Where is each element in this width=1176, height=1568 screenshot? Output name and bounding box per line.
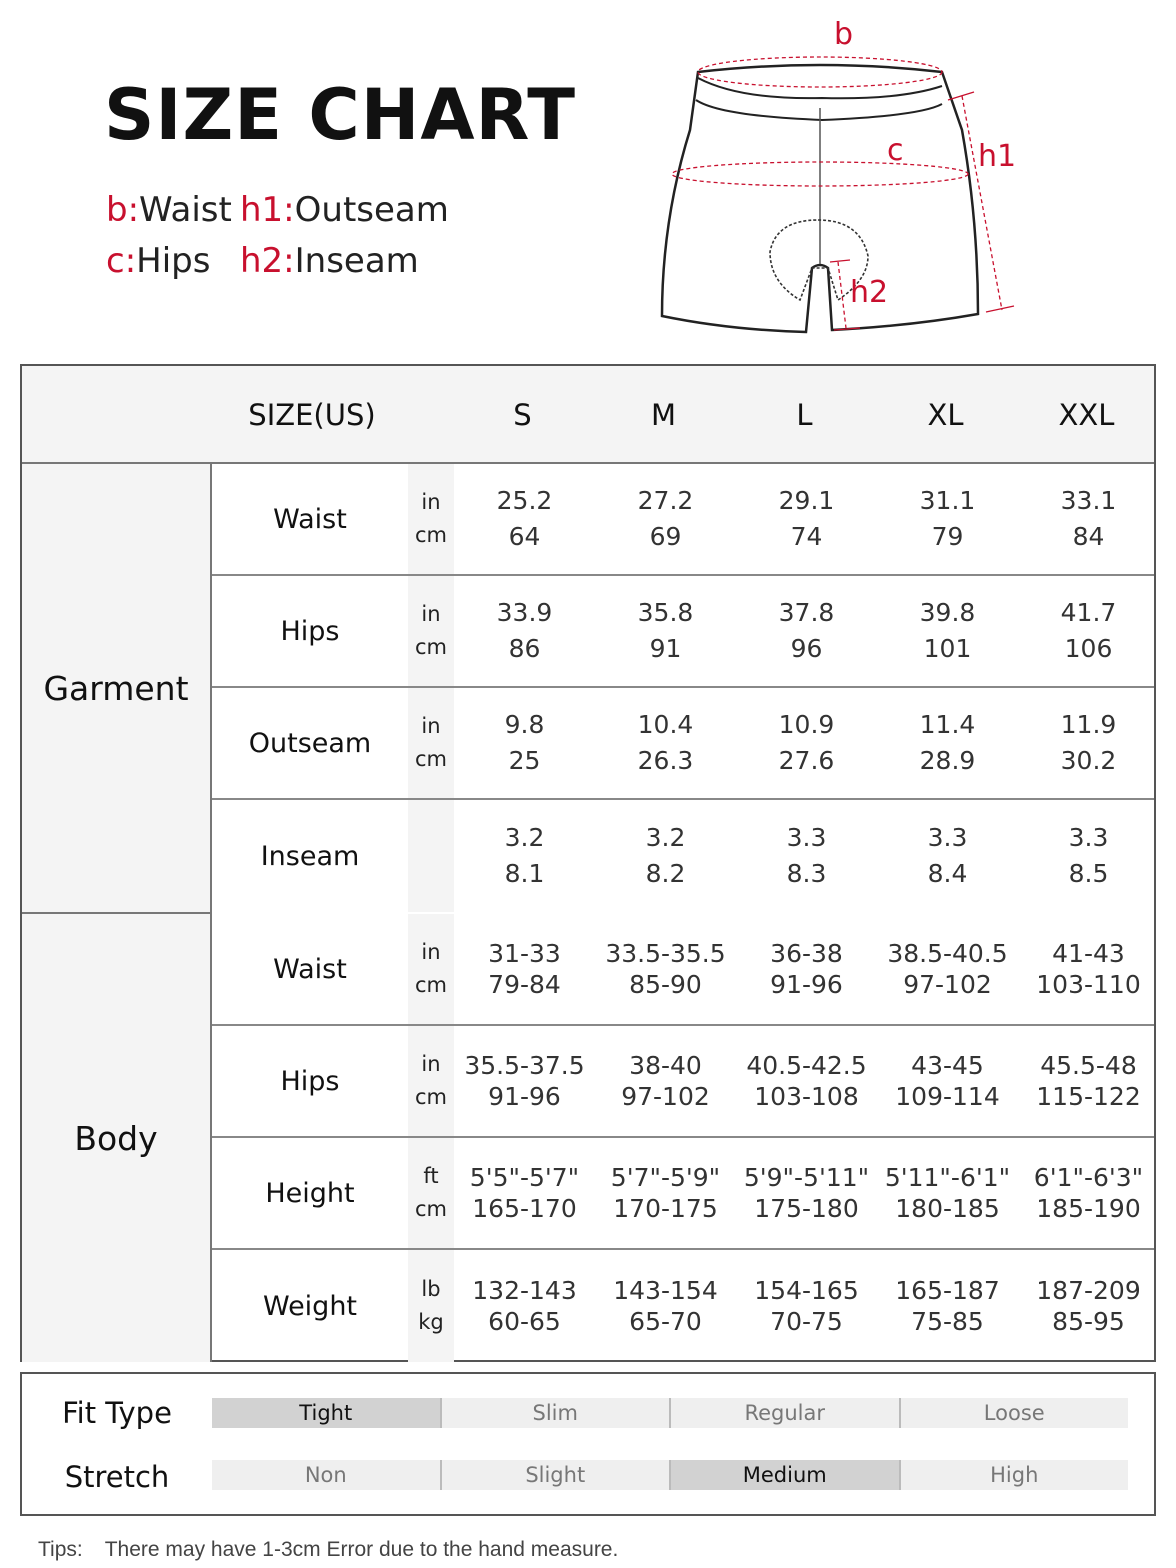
cell-value: 115-122 [1036,1082,1141,1111]
cell-value: 70-75 [770,1307,843,1336]
stretch-label: Stretch [64,1460,170,1494]
cell-value: 9.8 [504,710,545,739]
table-cell [1018,914,1159,1024]
table-cell [595,1250,736,1362]
table-cell [454,688,595,798]
cell-value: 74 [790,522,823,551]
cell-value: 38-40 [629,1051,702,1080]
cell-value: 132-143 [472,1276,577,1305]
row-label: Waist [273,503,347,535]
size-col-m: M [650,398,677,432]
cell-value: 64 [508,522,541,551]
unit-label: cm [414,973,447,997]
fit-type-scale [212,1398,1128,1428]
cell-value: 8.5 [1068,859,1109,888]
size-col-xl: XL [927,398,964,432]
cell-value: 84 [1072,522,1105,551]
table-cell [736,464,877,574]
cell-value: 31.1 [919,486,976,515]
table-cell [877,1250,1018,1362]
unit-label: kg [418,1310,444,1334]
table-row [212,800,1154,912]
group-garment: Garment [22,464,212,914]
cell-value: 91 [649,634,682,663]
cell-value: 5'5"-5'7" [469,1163,580,1192]
row-label: Weight [262,1290,358,1322]
cell-value: 25 [508,746,541,775]
unit-label: cm [414,523,447,547]
cell-value: 39.8 [919,598,976,627]
table-header [22,366,1154,464]
table-row [212,688,1154,800]
tips-label: Tips: [38,1538,83,1561]
cell-value: 154-165 [754,1276,859,1305]
legend-label: Outseam [294,190,449,230]
stretch-option: High [901,1460,1129,1490]
table-cell [595,1138,736,1248]
unit-column [408,800,454,912]
cell-value: 60-65 [488,1307,561,1336]
cell-value: 185-190 [1036,1194,1141,1223]
row-label: Inseam [260,840,360,872]
label-b: b [834,17,854,52]
cell-value: 86 [508,634,541,663]
legend-waist [106,190,232,230]
legend-inseam [240,241,419,281]
table-row [212,576,1154,688]
row-label: Hips [280,615,340,647]
table-cell [736,1138,877,1248]
table-cell [736,576,877,686]
table-cell [1018,464,1159,574]
cell-value: 28.9 [919,746,976,775]
table-cell [454,1250,595,1362]
cell-value: 3.3 [786,823,827,852]
legend-key: c: [106,241,137,281]
cell-value: 5'7"-5'9" [610,1163,721,1192]
size-table [20,364,1156,1362]
legend-label: Inseam [294,241,419,281]
fit-type-label: Fit Type [62,1396,172,1430]
table-row [212,464,1154,576]
table-cell [595,914,736,1024]
size-col-l: L [796,398,813,432]
cell-value: 91-96 [488,1082,561,1111]
cell-value: 109-114 [895,1082,1000,1111]
cell-value: 85-90 [629,970,702,999]
cell-value: 35.5-37.5 [464,1051,585,1080]
cell-value: 37.8 [778,598,835,627]
tips-note [38,1538,618,1562]
table-cell [595,800,736,912]
table-cell [595,576,736,686]
cell-value: 97-102 [621,1082,710,1111]
row-label: Hips [280,1065,340,1097]
table-row [212,1250,1154,1362]
cell-value: 11.9 [1060,710,1117,739]
table-cell [877,914,1018,1024]
cell-value: 25.2 [496,486,553,515]
unit-column [408,464,454,574]
cell-value: 79 [931,522,964,551]
table-cell [736,1026,877,1136]
legend-key: h1: [240,190,295,230]
table-row [212,1138,1154,1250]
table-cell [877,1026,1018,1136]
cell-value: 33.5-35.5 [605,939,726,968]
cell-value: 33.1 [1060,486,1117,515]
cell-value: 91-96 [770,970,843,999]
table-row [212,1026,1154,1138]
stretch-option: Medium [671,1460,901,1490]
legend-label: Hips [136,241,211,281]
cell-value: 35.8 [637,598,694,627]
fit-type-option: Slim [442,1398,672,1428]
table-cell [1018,1138,1159,1248]
unit-label: in [421,490,441,514]
unit-column [408,576,454,686]
cell-value: 85-95 [1052,1307,1125,1336]
unit-label: lb [421,1277,441,1301]
table-cell [736,800,877,912]
legend-hips [106,241,210,281]
cell-value: 11.4 [919,710,976,739]
table-row [212,914,1154,1026]
size-us-label: SIZE(US) [248,398,376,432]
shorts-diagram [640,10,1040,350]
unit-label: in [421,940,441,964]
unit-label: in [421,1052,441,1076]
table-cell [1018,1026,1159,1136]
cell-value: 165-187 [895,1276,1000,1305]
unit-column [408,688,454,798]
table-cell [736,688,877,798]
legend-key: b: [106,190,140,230]
legend-key: h2: [240,241,295,281]
table-cell [877,688,1018,798]
table-cell [454,576,595,686]
cell-value: 8.3 [786,859,827,888]
table-cell [595,464,736,574]
unit-column [408,1026,454,1136]
table-cell [877,1138,1018,1248]
table-cell [877,800,1018,912]
unit-label: cm [414,1197,447,1221]
label-h1: h1 [978,139,1017,174]
cell-value: 26.3 [637,746,694,775]
size-col-s: S [513,398,532,432]
stretch-scale [212,1460,1128,1490]
table-cell [454,800,595,912]
cell-value: 10.9 [778,710,835,739]
size-col-xxl: XXL [1058,398,1115,432]
table-cell [1018,800,1159,912]
cell-value: 96 [790,634,823,663]
cell-value: 165-170 [472,1194,577,1223]
unit-label: in [421,714,441,738]
table-cell [454,1138,595,1248]
cell-value: 106 [1064,634,1113,663]
cell-value: 43-45 [911,1051,984,1080]
cell-value: 3.2 [504,823,545,852]
cell-value: 41-43 [1052,939,1125,968]
table-cell [1018,576,1159,686]
table-cell [595,688,736,798]
cell-value: 103-108 [754,1082,859,1111]
cell-value: 175-180 [754,1194,859,1223]
cell-value: 170-175 [613,1194,718,1223]
table-cell [1018,1250,1159,1362]
table-cell [877,464,1018,574]
stretch-option: Slight [442,1460,672,1490]
tips-text: There may have 1-3cm Error due to the hand measure. [104,1538,619,1561]
fit-stretch-panel [20,1372,1156,1516]
cell-value: 8.2 [645,859,686,888]
cell-value: 27.6 [778,746,835,775]
cell-value: 3.3 [1068,823,1109,852]
cell-value: 180-185 [895,1194,1000,1223]
cell-value: 69 [649,522,682,551]
cell-value: 40.5-42.5 [746,1051,867,1080]
unit-column [408,1138,454,1248]
table-cell [1018,688,1159,798]
cell-value: 6'1"-6'3" [1033,1163,1144,1192]
cell-value: 31-33 [488,939,561,968]
cell-value: 5'9"-5'11" [743,1163,870,1192]
unit-label: cm [414,1085,447,1109]
cell-value: 36-38 [770,939,843,968]
cell-value: 101 [923,634,972,663]
label-c: c [887,133,904,168]
group-body: Body [22,914,212,1362]
cell-value: 3.2 [645,823,686,852]
legend-outseam [240,190,449,230]
cell-value: 8.1 [504,859,545,888]
fit-type-option: Loose [901,1398,1129,1428]
cell-value: 29.1 [778,486,835,515]
fit-type-option: Tight [212,1398,442,1428]
cell-value: 97-102 [903,970,992,999]
page-title: SIZE CHART [104,74,577,156]
unit-column [408,914,454,1024]
table-cell [736,914,877,1024]
cell-value: 30.2 [1060,746,1117,775]
cell-value: 5'11"-6'1" [884,1163,1011,1192]
cell-value: 75-85 [911,1307,984,1336]
unit-label: ft [423,1164,439,1188]
table-cell [877,576,1018,686]
table-cell [454,1026,595,1136]
cell-value: 38.5-40.5 [887,939,1008,968]
fit-type-option: Regular [671,1398,901,1428]
cell-value: 103-110 [1036,970,1141,999]
cell-value: 41.7 [1060,598,1117,627]
row-label: Height [265,1177,355,1209]
cell-value: 143-154 [613,1276,718,1305]
row-label: Waist [273,953,347,985]
unit-label: cm [414,747,447,771]
cell-value: 27.2 [637,486,694,515]
unit-label: cm [414,635,447,659]
table-cell [595,1026,736,1136]
table-cell [454,464,595,574]
cell-value: 187-209 [1036,1276,1141,1305]
cell-value: 3.3 [927,823,968,852]
row-label: Outseam [248,727,372,759]
cell-value: 8.4 [927,859,968,888]
cell-value: 79-84 [488,970,561,999]
cell-value: 45.5-48 [1040,1051,1137,1080]
unit-label: in [421,602,441,626]
legend-label: Waist [139,190,232,230]
stretch-option: Non [212,1460,442,1490]
unit-column [408,1250,454,1362]
cell-value: 33.9 [496,598,553,627]
cell-value: 10.4 [637,710,694,739]
cell-value: 65-70 [629,1307,702,1336]
table-cell [454,914,595,1024]
label-h2: h2 [850,275,889,310]
table-cell [736,1250,877,1362]
